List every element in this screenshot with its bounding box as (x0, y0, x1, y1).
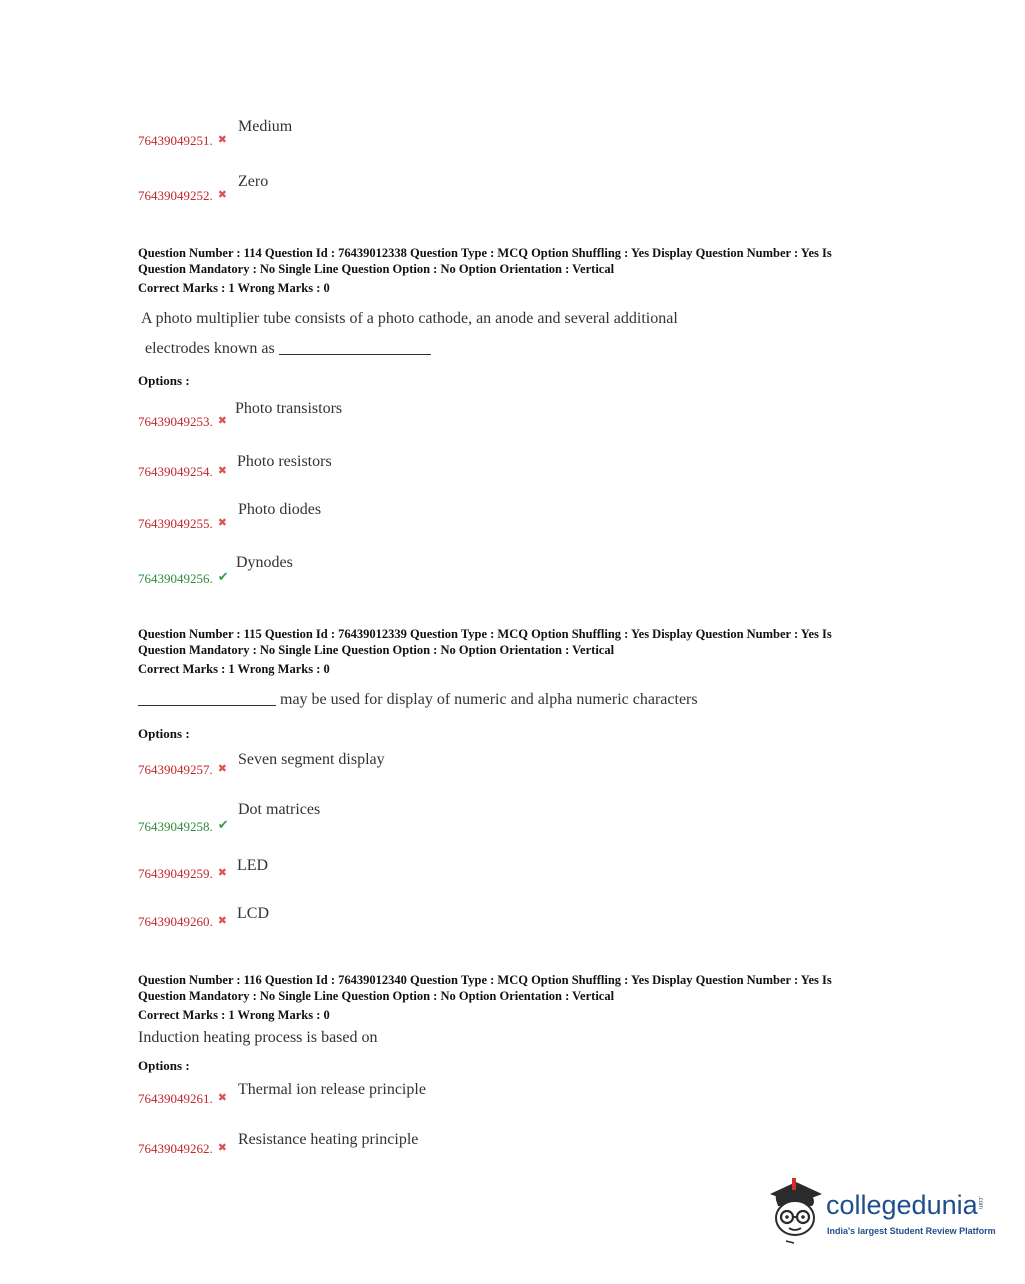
options-label: Options : (138, 1058, 190, 1073)
wrong-mark-icon: ✖ (217, 915, 227, 927)
option-id: 76439049262. ✖ (138, 1141, 227, 1156)
option-text: Zero (238, 173, 269, 190)
meta-line: Question Mandatory : No Single Line Question Option : No Option Orientation : Vertical (138, 262, 615, 276)
answer-blank (138, 705, 276, 706)
logo-wordmark: collegedunia (826, 1190, 978, 1220)
wrong-mark-icon: ✖ (217, 1142, 227, 1154)
option-text: Medium (238, 118, 293, 135)
option-text: Dynodes (236, 554, 293, 571)
option-id: 76439049253. ✖ (138, 414, 227, 429)
meta-marks: Correct Marks : 1 Wrong Marks : 0 (138, 662, 330, 676)
logo-tagline: India's largest Student Review Platform (827, 1226, 996, 1236)
question-text: may be used for display of numeric and alpha numeric characters (138, 691, 698, 709)
option-text: Resistance heating principle (238, 1131, 419, 1148)
option-text: Dot matrices (238, 801, 321, 818)
option-id: 76439049261. ✖ (138, 1091, 227, 1106)
question-meta (138, 626, 898, 677)
option-id: 76439049254. ✖ (138, 464, 227, 479)
option-id: 76439049259. ✖ (138, 866, 227, 881)
answer-blank (279, 354, 431, 355)
option-id: 76439049255. ✖ (138, 516, 227, 531)
option-text: LED (237, 857, 269, 874)
wrong-mark-icon: ✖ (217, 415, 227, 427)
wrong-mark-icon: ✖ (217, 189, 227, 201)
question-text: A photo multiplier tube consists of a photo cathode, an anode and several additional (141, 310, 678, 327)
meta-marks: Correct Marks : 1 Wrong Marks : 0 (138, 1008, 330, 1022)
question-text: Induction heating process is based on (138, 1029, 378, 1046)
option-text: Seven segment display (238, 751, 385, 768)
meta-line: Question Number : 116 Question Id : 76439012340 Question Type : MCQ Option Shuffling : Yes Display Question Number : Yes Is (138, 973, 832, 987)
option-text: Thermal ion release principle (238, 1081, 426, 1098)
meta-line: Question Number : 114 Question Id : 76439012338 Question Type : MCQ Option Shuffling : Yes Display Question Number : Yes Is (138, 246, 832, 260)
option-text: Photo transistors (235, 400, 343, 417)
question-text-line2: electrodes known as (145, 340, 431, 358)
option-id: 76439049252. ✖ (138, 188, 227, 203)
option-id: 76439049256. ✔ (138, 569, 229, 586)
question-meta (138, 972, 898, 1023)
wrong-mark-icon: ✖ (217, 134, 227, 146)
wrong-mark-icon: ✖ (217, 867, 227, 879)
options-label: Options : (138, 373, 190, 388)
option-text: LCD (237, 905, 269, 922)
option-text: Photo diodes (238, 501, 322, 518)
option-id: 76439049260. ✖ (138, 914, 227, 929)
option-id: 76439049258. ✔ (138, 817, 229, 834)
collegedunia-logo[interactable] (766, 1176, 996, 1246)
wrong-mark-icon: ✖ (217, 517, 227, 529)
wrong-mark-icon: ✖ (217, 465, 227, 477)
meta-line: Question Number : 115 Question Id : 76439012339 Question Type : MCQ Option Shuffling : Yes Display Question Number : Yes Is (138, 627, 832, 641)
wrong-mark-icon: ✖ (217, 1092, 227, 1104)
check-mark-icon: ✔ (217, 569, 229, 584)
student-mascot-icon (766, 1176, 826, 1246)
option-id: 76439049251. ✖ (138, 133, 227, 148)
option-text: Photo resistors (237, 453, 332, 470)
wrong-mark-icon: ✖ (217, 763, 227, 775)
question-meta (138, 245, 898, 296)
check-mark-icon: ✔ (217, 817, 229, 832)
meta-line: Question Mandatory : No Single Line Question Option : No Option Orientation : Vertical (138, 643, 615, 657)
meta-line: Question Mandatory : No Single Line Question Option : No Option Orientation : Vertical (138, 989, 615, 1003)
meta-marks: Correct Marks : 1 Wrong Marks : 0 (138, 281, 330, 295)
logo-suffix: .com (977, 1196, 983, 1210)
options-label: Options : (138, 726, 190, 741)
option-id: 76439049257. ✖ (138, 762, 227, 777)
